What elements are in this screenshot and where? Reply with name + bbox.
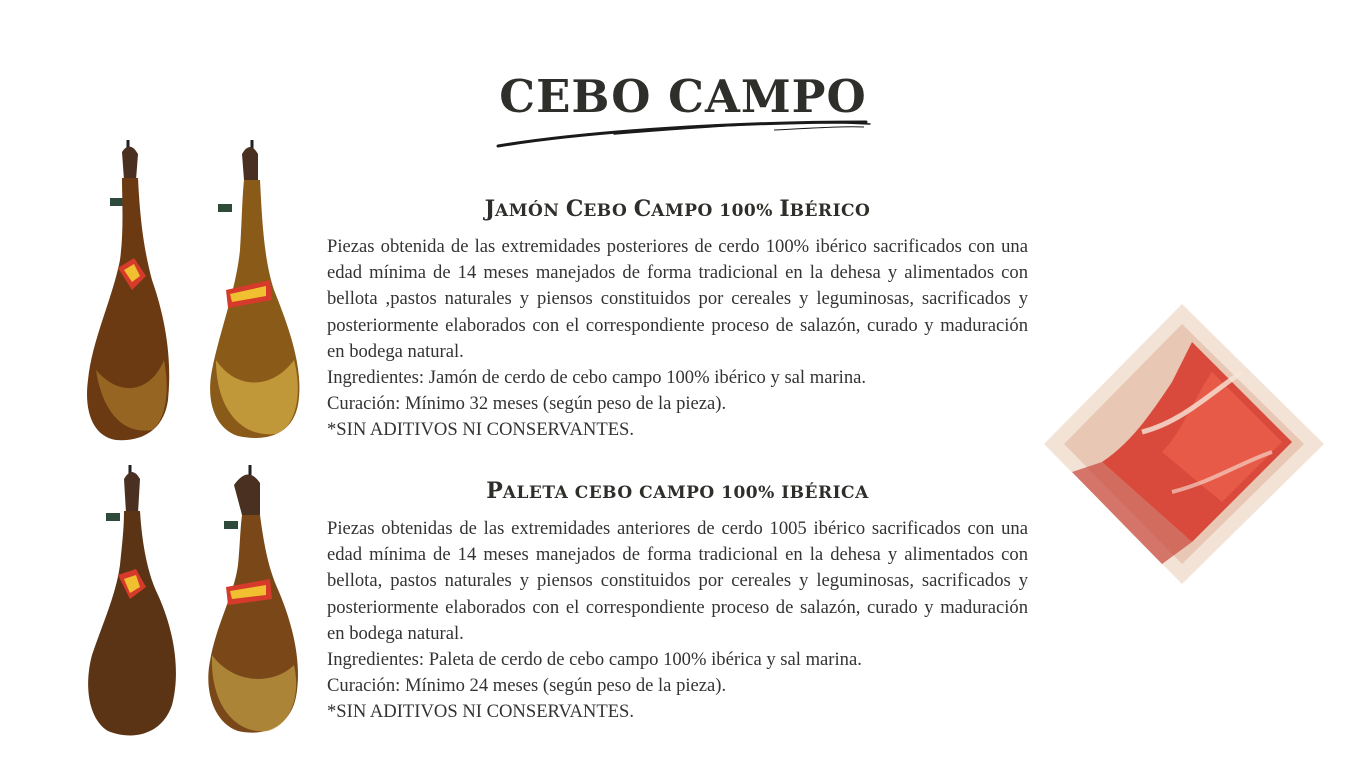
jamon-back-image — [206, 140, 306, 445]
jamon-description: Piezas obtenida de las extremidades posteriores de cerdo 100% ibérico sacrificados con una edad mínima de 14 meses manejados de forma tradicional en la dehesa y alimentados con bellota ,pastos naturales y piensos constituidos por cereales y leguminosas, sacrificados y posteriormente elaborados con el correspondiente proceso de salazón, curado y maduración en bodega natural. — [327, 236, 1028, 362]
jamon-ingredients: Ingredientes: Jamón de cerdo de cebo campo 100% ibérico y sal marina. — [327, 367, 867, 388]
paleta-front-image — [82, 465, 182, 740]
paleta-curing: Curación: Mínimo 24 meses (según peso de la pieza). — [327, 675, 727, 696]
paleta-back-image — [204, 465, 304, 740]
jamon-note: *SIN ADITIVOS NI CONSERVANTES. — [327, 419, 635, 440]
ham-slice-image — [1042, 302, 1326, 586]
paleta-description: Piezas obtenidas de las extremidades anteriores de cerdo 1005 ibérico sacrificados con una edad mínima de 14 meses manejados de forma tradicional en la dehesa y alimentados con bellota, pastos naturales y piensos constituidos por cereales y leguminosas, sacrificados y posteriormente elaborados con el correspondiente proceso de salazón, curado y maduración en bodega natural. — [327, 518, 1028, 644]
title-underline-swoosh — [494, 114, 874, 150]
paleta-ingredients: Ingredientes: Paleta de cerdo de cebo campo 100% ibérica y sal marina. — [327, 649, 862, 670]
jamon-front-image — [82, 140, 178, 445]
page-title: CEBO CAMPO — [499, 70, 867, 123]
jamon-curing: Curación: Mínimo 32 meses (según peso de la pieza). — [327, 393, 727, 414]
paleta-section-title: PALETA CEBO CAMPO 100% IBÉRICA — [486, 478, 869, 504]
paleta-note: *SIN ADITIVOS NI CONSERVANTES. — [327, 701, 635, 722]
jamon-section-title: JAMÓN CEBO CAMPO 100% IBÉRICO — [484, 196, 871, 222]
